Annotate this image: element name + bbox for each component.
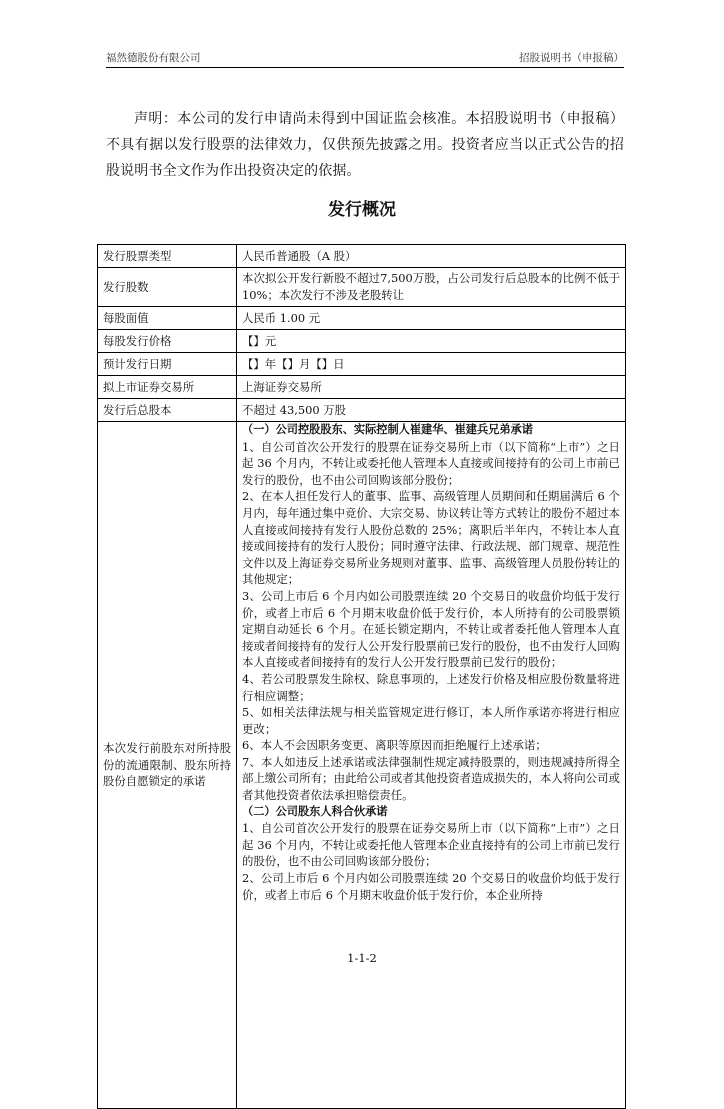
commitment-item: 2、公司上市后 6 个月内如公司股票连续 20 个交易日的收盘价均低于发行价，或者上市后 6 个月期末收盘价低于发行价，本企业所持 (242, 871, 620, 902)
table-row (98, 330, 626, 353)
commitment-content (237, 422, 626, 1109)
row-label: 每股面值 (98, 307, 237, 330)
commitment-item: 3、公司上市后 6 个月内如公司股票连续 20 个交易日的收盘价均低于发行价，或者上市后 6 个月期末收盘价低于发行价，本人所持有的公司股票锁定期自动延长 6 个月。在延长锁定期内，不转让或者委托他人管理本人直接或者间接持有的发行人公开发行股票前已发行的股份，也不由发行人回购本人直接或者间接持有的发行人公开发行股票前已发行的股份； (242, 588, 620, 670)
commitment-heading-2: （二）公司股东人科合伙承诺 (242, 804, 388, 818)
commitment-item: 2、在本人担任发行人的董事、监事、高级管理人员期间和任期届满后 6 个月内，每年通过集中竞价、大宗交易、协议转让等方式转让的股份不超过本人直接或间接持有发行人股份总数的 25%；离职后半年内，不转让本人直接或间接持有的发行人股份；同时遵守法律、行政法规、部门规章、规范性文件以及上海证券交易所业务规则对董事、监事、高级管理人员股份转让的其他规定； (242, 489, 620, 587)
row-value: 不超过 43,500 万股 (237, 399, 626, 422)
commitment-item: 6、本人不会因职务变更、离职等原因而拒绝履行上述承诺； (242, 738, 547, 753)
commitment-item: 4、若公司股票发生除权、除息事项的，上述发行价格及相应股份数量将进行相应调整； (242, 671, 620, 703)
page-header (106, 50, 624, 65)
row-label: 发行后总股本 (98, 399, 237, 422)
commitment-row (98, 422, 626, 1109)
commitment-item: 1、自公司首次公开发行的股票在证券交易所上市（以下简称“上市”）之日起 36 个月内，不转让或委托他人管理本企业直接持有的公司上市前已发行的股份，也不由公司回购该部分股份； (242, 821, 620, 869)
row-value: 本次拟公开发行新股不超过7,500万股，占公司发行后总股本的比例不低于10%；本次发行不涉及老股转让 (237, 268, 626, 307)
table-row (98, 376, 626, 399)
company-name: 福然德股份有限公司 (106, 52, 201, 64)
row-label: 发行股数 (98, 268, 237, 307)
row-value: 【】年【】月【】日 (237, 353, 626, 376)
table-row (98, 245, 626, 268)
row-value: 【】元 (237, 330, 626, 353)
document-name: 招股说明书（申报稿） (519, 52, 624, 64)
table-row (98, 399, 626, 422)
row-label: 拟上市证券交易所 (98, 376, 237, 399)
header-divider (106, 67, 624, 68)
table-row (98, 353, 626, 376)
row-label: 预计发行日期 (98, 353, 237, 376)
row-label: 发行股票类型 (98, 245, 237, 268)
commitment-item: 5、如相关法律法规与相关监管规定进行修订，本人所作承诺亦将进行相应更改； (242, 705, 620, 736)
row-value: 人民币 1.00 元 (237, 307, 626, 330)
row-value: 人民币普通股（A 股） (237, 245, 626, 268)
page-number: 1-1-2 (347, 951, 377, 965)
commitment-heading-1: （一）公司控股股东、实际控制人崔建华、崔建兵兄弟承诺 (242, 423, 533, 436)
row-value: 上海证券交易所 (237, 376, 626, 399)
row-label: 每股发行价格 (98, 330, 237, 353)
table-row (98, 268, 626, 307)
declaration-paragraph: 声明：本公司的发行申请尚未得到中国证监会核准。本招股说明书（申报稿）不具有据以发行股票的法律效力，仅供预先披露之用。投资者应当以正式公告的招股说明书全文作为作出投资决定的依据。 (106, 111, 624, 179)
commitment-label: 本次发行前股东对所持股份的流通限制、股东所持股份自愿锁定的承诺 (98, 422, 237, 1109)
issuance-summary-table (97, 244, 626, 1109)
commitment-item: 7、本人如违反上述承诺或法律强制性规定减持股票的，则违规减持所得全部上缴公司所有；由此给公司或者其他投资者造成损失的，本人将向公司或者其他投资者依法承担赔偿责任。 (242, 754, 620, 803)
commitment-item: 1、自公司首次公开发行的股票在证券交易所上市（以下简称“上市”）之日起 36 个月内，不转让或委托他人管理本人直接或间接持有的公司上市前已发行的股份，也不由公司回购该部分股份； (242, 439, 620, 487)
page-title: 发行概况 (328, 200, 396, 220)
table-row (98, 307, 626, 330)
